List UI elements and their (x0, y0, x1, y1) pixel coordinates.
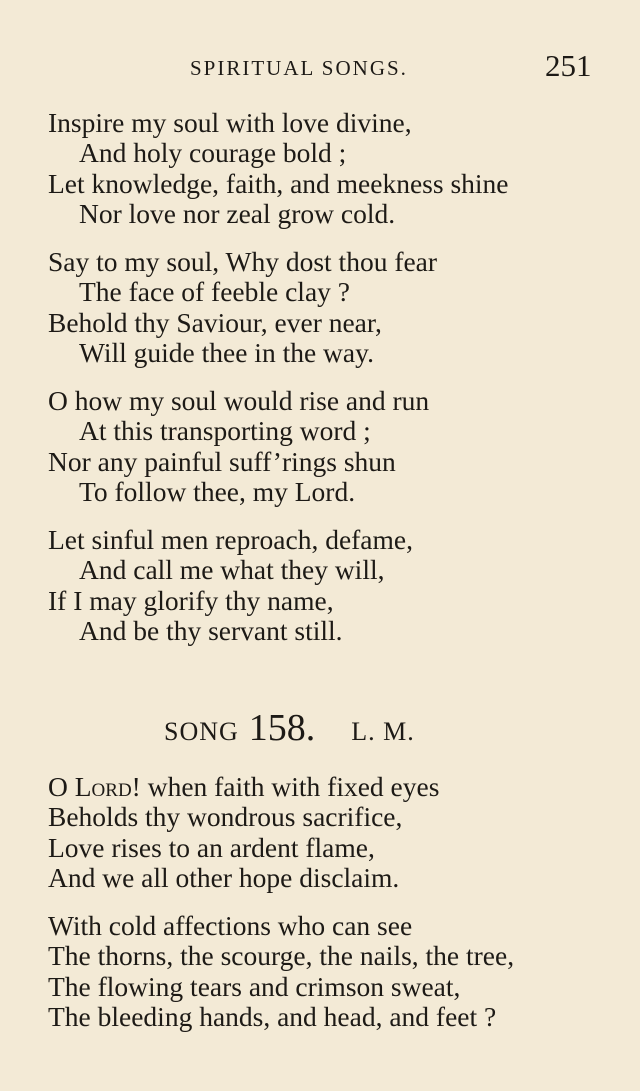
stanza-2 (48, 247, 437, 368)
running-title: SPIRITUAL SONGS. (190, 56, 408, 80)
stanza-4 (48, 525, 413, 646)
verse-line: O how my soul would rise and run (48, 385, 430, 416)
song-stanza-2 (48, 911, 514, 1032)
verse-line: To follow thee, my Lord. (79, 475, 356, 507)
verse-line (48, 772, 439, 802)
verse-line: The flowing tears and crimson sweat, (48, 970, 461, 1002)
stanza-1 (48, 108, 509, 229)
verse-line: Nor any painful suff’rings shun (48, 445, 396, 477)
verse-line: If I may glorify thy name, (48, 584, 334, 616)
song-label: SONG (164, 717, 239, 746)
verse-line: Inspire my soul with love divine, (48, 107, 412, 138)
verse-line: And be thy servant still. (79, 614, 343, 646)
verse-line: Say to my soul, Why dost thou fear (48, 246, 438, 277)
verse-line: Let sinful men reproach, defame, (48, 524, 413, 555)
song-heading (164, 706, 415, 750)
verse-line: The thorns, the scourge, the nails, the tree, (48, 940, 515, 972)
verse-line: Beholds thy wondrous sacrifice, (48, 801, 403, 833)
verse-line: Nor love nor zeal grow cold. (79, 197, 396, 229)
stanza-3 (48, 386, 429, 507)
verse-line: The face of feeble clay ? (79, 276, 350, 308)
verse-line: And holy courage bold ; (79, 137, 347, 169)
lord-small-caps: Lord (74, 771, 132, 802)
verse-line: The bleeding hands, and head, and feet ? (48, 1000, 497, 1032)
song-stanza-1 (48, 772, 439, 893)
running-head (0, 48, 640, 88)
verse-line: Let knowledge, faith, and meekness shine (48, 167, 509, 199)
opening-o: O (48, 771, 75, 802)
verse-line: Love rises to an ardent flame, (48, 831, 375, 863)
verse-line: Will guide thee in the way. (79, 336, 374, 368)
song-meter: L. M. (351, 717, 415, 746)
verse-line: At this transporting word ; (79, 415, 371, 447)
verse-line: Behold thy Saviour, ever near, (48, 306, 382, 338)
song-number: 158. (248, 707, 316, 749)
verse-line: With cold affections who can see (48, 910, 413, 941)
verse-line: And call me what they will, (79, 554, 385, 586)
verse-line-rest: ! when faith with fixed eyes (131, 771, 440, 802)
page-number: 251 (545, 48, 592, 83)
verse-line: And we all other hope disclaim. (48, 861, 400, 893)
